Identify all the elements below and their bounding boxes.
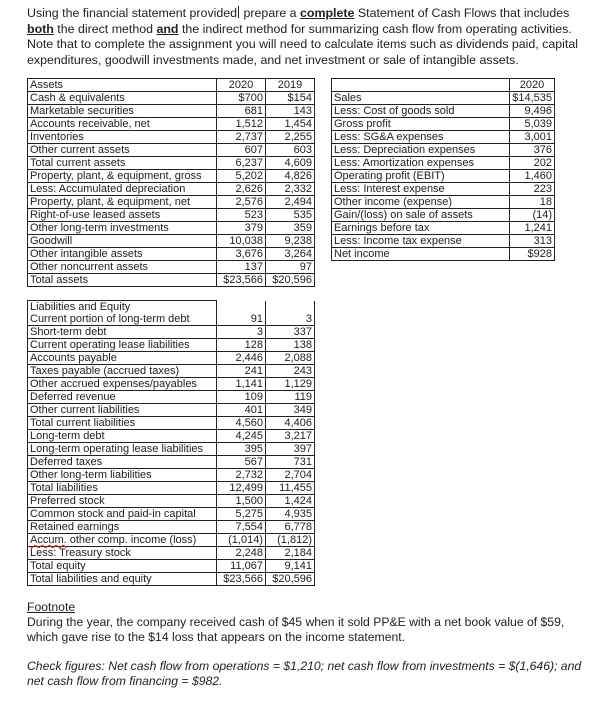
row-label — [28, 534, 217, 547]
row-label: Total assets — [28, 274, 217, 287]
value-2019: 138 — [266, 339, 315, 352]
table-row — [332, 131, 555, 144]
value-2019: 535 — [266, 209, 315, 222]
table-row — [28, 391, 315, 404]
value-2019: 731 — [266, 456, 315, 469]
row-label: Other income (expense) — [332, 196, 510, 209]
row-label: Other current assets — [28, 144, 217, 157]
value-2019: $20,596 — [266, 274, 315, 287]
row-label: Other accrued expenses/payables — [28, 378, 217, 391]
text-cursor — [238, 6, 239, 18]
value-2019: 337 — [266, 326, 315, 339]
row-label: Less: Depreciation expenses — [332, 144, 510, 157]
value-2020: 18 — [510, 196, 555, 209]
table-row — [28, 274, 315, 287]
instructions-text: Using the financial statement provided — [27, 6, 238, 20]
value-2019: 97 — [266, 261, 315, 274]
row-label: Total current liabilities — [28, 417, 217, 430]
value-2020: 128 — [217, 339, 266, 352]
value-2020: 4,560 — [217, 417, 266, 430]
footnote — [27, 600, 587, 689]
value-2020: 681 — [217, 105, 266, 118]
value-2020: 1,460 — [510, 170, 555, 183]
row-label: Less: SG&A expenses — [332, 131, 510, 144]
row-label: Deferred revenue — [28, 391, 217, 404]
table-row — [332, 248, 555, 261]
liabilities-header-row — [28, 301, 315, 314]
table-row — [28, 183, 315, 196]
row-label: Other intangible assets — [28, 248, 217, 261]
instructions-text: prepare a — [240, 6, 301, 20]
row-label: Preferred stock — [28, 495, 217, 508]
table-row — [28, 157, 315, 170]
table-row — [28, 547, 315, 560]
table-row — [332, 144, 555, 157]
value-2020: 7,554 — [217, 521, 266, 534]
table-row — [28, 209, 315, 222]
table-row — [28, 404, 315, 417]
row-label: Long-term operating lease liabilities — [28, 443, 217, 456]
row-label: Gain/(loss) on sale of assets — [332, 209, 510, 222]
table-row — [28, 118, 315, 131]
value-2019: 349 — [266, 404, 315, 417]
value-2020: 3,676 — [217, 248, 266, 261]
value-2020: 567 — [217, 456, 266, 469]
table-row — [28, 469, 315, 482]
value-2020: 109 — [217, 391, 266, 404]
value-2020: 3 — [217, 326, 266, 339]
table-row — [28, 521, 315, 534]
table-row — [332, 209, 555, 222]
table-row — [28, 417, 315, 430]
value-2019: 11,455 — [266, 482, 315, 495]
value-2019: 143 — [266, 105, 315, 118]
table-row — [332, 92, 555, 105]
value-2019: 243 — [266, 365, 315, 378]
table-row — [332, 235, 555, 248]
value-2020: $14,535 — [510, 92, 555, 105]
value-2020: 523 — [217, 209, 266, 222]
assets-table — [27, 78, 315, 287]
value-2020: $23,566 — [217, 573, 266, 586]
value-2019: 2,704 — [266, 469, 315, 482]
value-2019: 4,609 — [266, 157, 315, 170]
value-2020: 5,202 — [217, 170, 266, 183]
table-row — [28, 430, 315, 443]
row-label: Other long-term liabilities — [28, 469, 217, 482]
row-label: Retained earnings — [28, 521, 217, 534]
table-row — [28, 92, 315, 105]
value-2019: 4,406 — [266, 417, 315, 430]
row-label: Right-of-use leased assets — [28, 209, 217, 222]
table-row — [28, 534, 315, 547]
value-2020: 12,499 — [217, 482, 266, 495]
value-2020: 2,248 — [217, 547, 266, 560]
value-2020: 2,576 — [217, 196, 266, 209]
value-2019: 9,141 — [266, 560, 315, 573]
row-label-rest: other comp. income (loss) — [69, 534, 197, 546]
value-2020: 10,038 — [217, 235, 266, 248]
table-row — [28, 144, 315, 157]
row-label: Current portion of long-term debt — [28, 313, 217, 326]
table-row — [28, 495, 315, 508]
row-label: Less: Accumulated depreciation — [28, 183, 217, 196]
value-2019: 3,217 — [266, 430, 315, 443]
row-label: Inventories — [28, 131, 217, 144]
table-row — [28, 339, 315, 352]
liabilities-header: Liabilities and Equity — [28, 301, 217, 314]
value-2019: 2,332 — [266, 183, 315, 196]
value-2019: 2,184 — [266, 547, 315, 560]
accum-prefix: Accum. — [30, 534, 67, 546]
value-2020: 9,496 — [510, 105, 555, 118]
value-2019: $20,596 — [266, 573, 315, 586]
table-row — [28, 196, 315, 209]
value-2019: 9,238 — [266, 235, 315, 248]
value-2020: $700 — [217, 92, 266, 105]
table-row — [332, 105, 555, 118]
value-2020: 401 — [217, 404, 266, 417]
value-2020: 2,732 — [217, 469, 266, 482]
value-2020: 2,737 — [217, 131, 266, 144]
row-label: Total liabilities and equity — [28, 573, 217, 586]
value-2020: 5,039 — [510, 118, 555, 131]
value-2020: 379 — [217, 222, 266, 235]
value-2019: 397 — [266, 443, 315, 456]
value-2020: 2,626 — [217, 183, 266, 196]
row-label: Property, plant, & equipment, gross — [28, 170, 217, 183]
value-2019: 359 — [266, 222, 315, 235]
row-label: Other noncurrent assets — [28, 261, 217, 274]
row-label: Earnings before tax — [332, 222, 510, 235]
table-row — [28, 443, 315, 456]
row-label: Other current liabilities — [28, 404, 217, 417]
row-label: Total liabilities — [28, 482, 217, 495]
value-2020: 6,237 — [217, 157, 266, 170]
value-2019: 3,264 — [266, 248, 315, 261]
row-label: Other long-term investments — [28, 222, 217, 235]
value-2020: 607 — [217, 144, 266, 157]
table-row — [28, 105, 315, 118]
table-row — [28, 508, 315, 521]
value-2019: $154 — [266, 92, 315, 105]
emphasis-complete: complete — [300, 6, 355, 20]
table-row — [332, 157, 555, 170]
value-2019: 2,088 — [266, 352, 315, 365]
row-label: Deferred taxes — [28, 456, 217, 469]
value-2020: 11,067 — [217, 560, 266, 573]
row-label: Taxes payable (accrued taxes) — [28, 365, 217, 378]
value-2019: 2,255 — [266, 131, 315, 144]
year-2020-header: 2020 — [217, 79, 266, 92]
income-year-header: 2020 — [510, 79, 555, 92]
value-2020: 4,245 — [217, 430, 266, 443]
value-2020: 3,001 — [510, 131, 555, 144]
value-2020: 202 — [510, 157, 555, 170]
table-row — [332, 118, 555, 131]
footnote-title: Footnote — [27, 600, 76, 614]
row-label: Less: Interest expense — [332, 183, 510, 196]
row-label: Short-term debt — [28, 326, 217, 339]
table-row — [332, 170, 555, 183]
row-label: Gross profit — [332, 118, 510, 131]
row-label: Accounts payable — [28, 352, 217, 365]
value-2019: 1,129 — [266, 378, 315, 391]
table-row — [28, 326, 315, 339]
value-2019: 603 — [266, 144, 315, 157]
value-2020: 241 — [217, 365, 266, 378]
value-2020: 5,275 — [217, 508, 266, 521]
value-2019: 119 — [266, 391, 315, 404]
value-2019: 2,494 — [266, 196, 315, 209]
table-row — [332, 196, 555, 209]
table-row — [28, 248, 315, 261]
value-2020: 2,446 — [217, 352, 266, 365]
income-statement-table — [331, 78, 555, 261]
table-row — [332, 183, 555, 196]
row-label: Current operating lease liabilities — [28, 339, 217, 352]
value-2020: 1,241 — [510, 222, 555, 235]
row-label: Less: Cost of goods sold — [332, 105, 510, 118]
value-2019: 3 — [266, 313, 315, 326]
row-label: Common stock and paid-in capital — [28, 508, 217, 521]
row-label: Goodwill — [28, 235, 217, 248]
year-2019-header: 2019 — [266, 79, 315, 92]
assets-header: Assets — [28, 79, 217, 92]
value-2019: 1,454 — [266, 118, 315, 131]
table-row — [28, 131, 315, 144]
table-row — [28, 352, 315, 365]
table-row — [28, 365, 315, 378]
value-2019: 4,935 — [266, 508, 315, 521]
income-header-row — [332, 79, 555, 92]
value-2020: 1,512 — [217, 118, 266, 131]
emphasis-both: both — [27, 21, 54, 36]
value-2020: $23,566 — [217, 274, 266, 287]
row-label: Long-term debt — [28, 430, 217, 443]
value-2020: (14) — [510, 209, 555, 222]
table-row — [28, 170, 315, 183]
table-row — [28, 482, 315, 495]
table-row — [28, 560, 315, 573]
instructions — [27, 6, 587, 68]
instructions-text: Statement of Cash Flows that includes — [354, 6, 570, 20]
row-label: Less: Treasury stock — [28, 547, 217, 560]
value-2019: 4,826 — [266, 170, 315, 183]
value-2020: 91 — [217, 313, 266, 326]
value-2019: 6,778 — [266, 521, 315, 534]
value-2020: $928 — [510, 248, 555, 261]
table-row — [332, 222, 555, 235]
value-2020: 395 — [217, 443, 266, 456]
table-row — [28, 378, 315, 391]
table-row — [28, 222, 315, 235]
value-2020: 137 — [217, 261, 266, 274]
table-row — [28, 573, 315, 586]
table-row — [28, 235, 315, 248]
instructions-text: the direct method — [53, 21, 157, 36]
row-label: Marketable securities — [28, 105, 217, 118]
row-label: Net income — [332, 248, 510, 261]
value-2019: (1,812) — [266, 534, 315, 547]
value-2020: 1,141 — [217, 378, 266, 391]
row-label: Less: Income tax expense — [332, 235, 510, 248]
instructions-text: the indirect method for summarizing cash flow from operating activities. Note that to complete the assignment you will need to calculate items such as dividends paid, capital expenditures, goodwill investments made, and net investment or sale of intangible assets. — [27, 21, 579, 67]
check-figures: Check figures: Net cash flow from operations = $1,210; net cash flow from investments = $(1,646); and net cash flow from financing = $982. — [27, 659, 582, 688]
value-2019: 1,424 — [266, 495, 315, 508]
row-label: Cash & equivalents — [28, 92, 217, 105]
income-header-blank — [332, 79, 510, 92]
value-2020: 1,500 — [217, 495, 266, 508]
value-2020: 313 — [510, 235, 555, 248]
row-label: Operating profit (EBIT) — [332, 170, 510, 183]
value-2020: 376 — [510, 144, 555, 157]
table-row — [28, 313, 315, 326]
value-2020: (1,014) — [217, 534, 266, 547]
table-row — [28, 456, 315, 469]
row-label: Total current assets — [28, 157, 217, 170]
liabilities-table — [27, 300, 315, 586]
assets-header-row — [28, 79, 315, 92]
table-row — [28, 261, 315, 274]
row-label: Less: Amortization expenses — [332, 157, 510, 170]
row-label: Total equity — [28, 560, 217, 573]
row-label: Sales — [332, 92, 510, 105]
footnote-text: During the year, the company received cash of $45 when it sold PP&E with a net book value of $59, which gave rise to the $14 loss that appears on the income statement. — [27, 615, 565, 644]
value-2020: 223 — [510, 183, 555, 196]
emphasis-and: and — [156, 21, 179, 36]
row-label: Accounts receivable, net — [28, 118, 217, 131]
row-label: Property, plant, & equipment, net — [28, 196, 217, 209]
